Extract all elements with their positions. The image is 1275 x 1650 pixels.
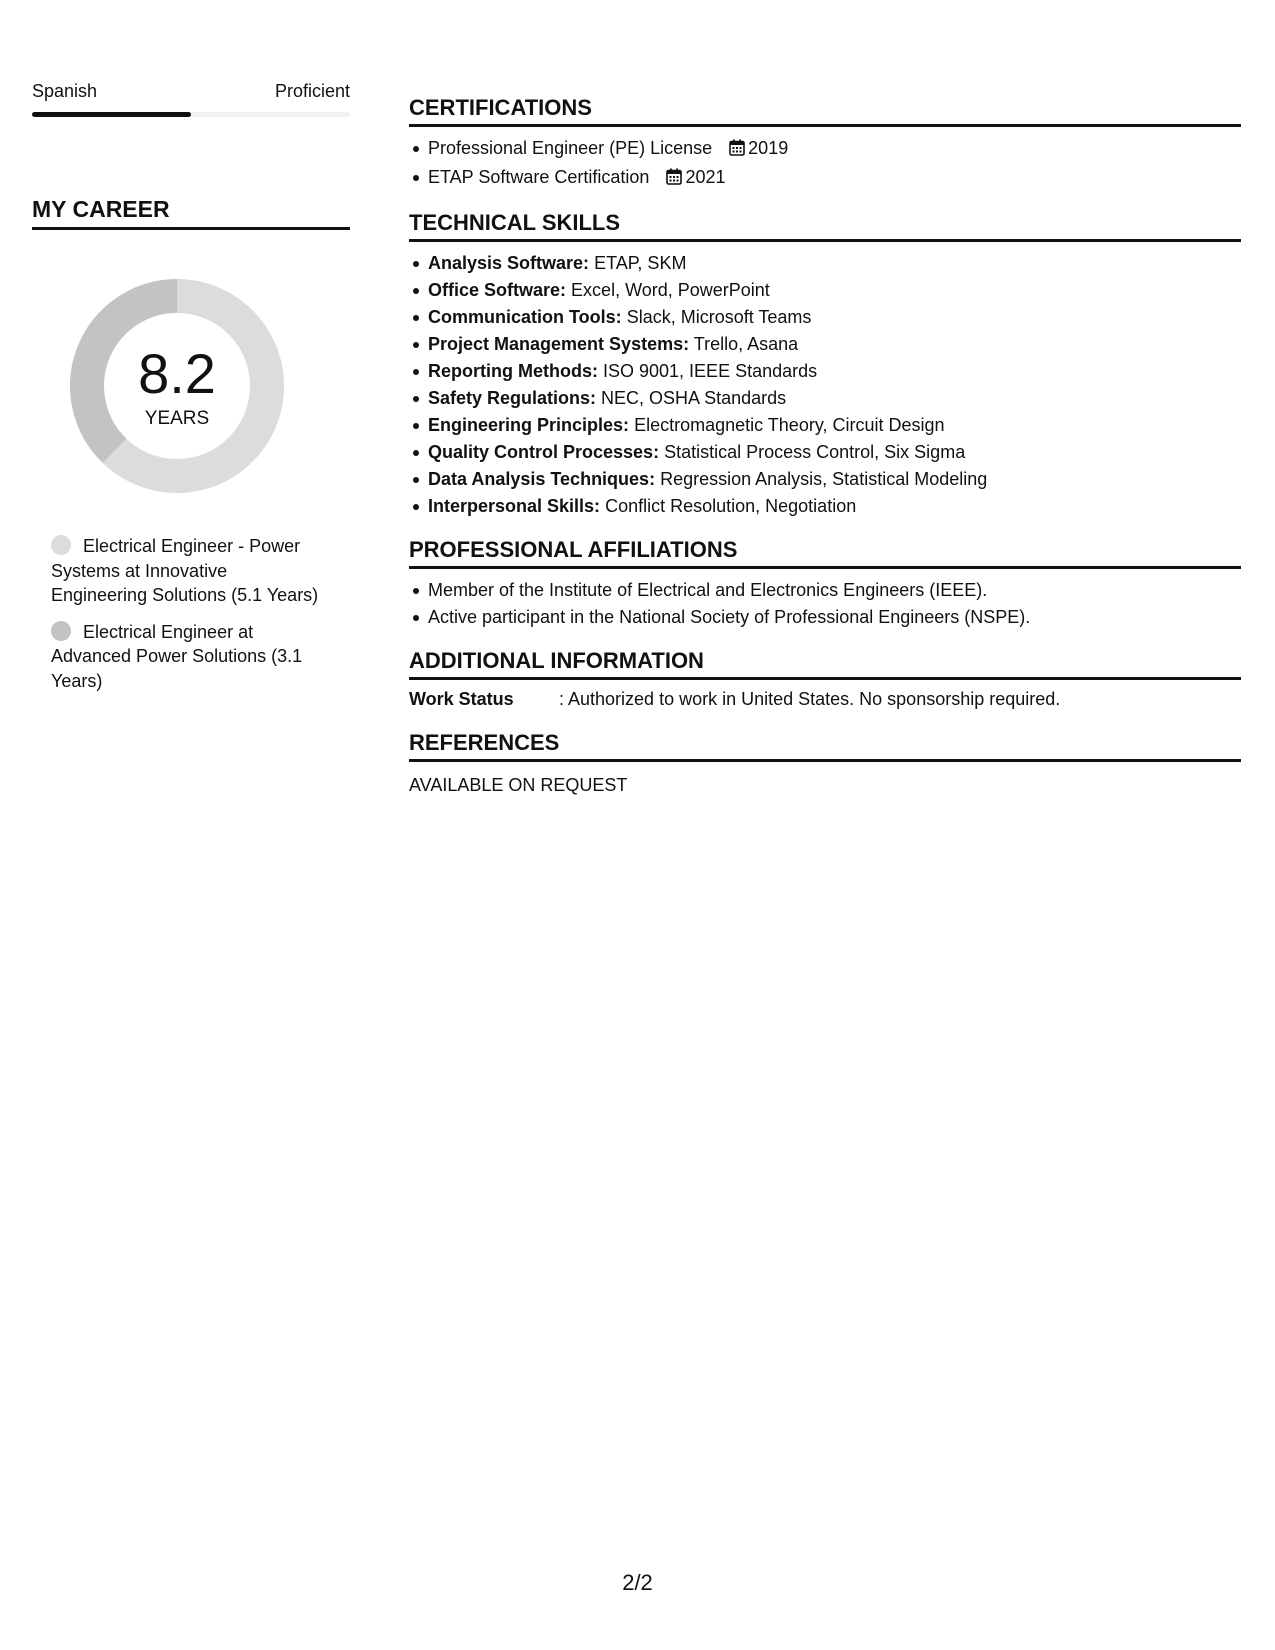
skill-label: Project Management Systems:	[428, 334, 690, 354]
skill-label: Data Analysis Techniques:	[428, 469, 656, 489]
language-level: Proficient	[274, 81, 350, 101]
skill-label: Reporting Methods:	[428, 361, 598, 381]
skill-item	[428, 493, 1241, 520]
work-status-row	[409, 686, 1241, 713]
affiliations-heading: PROFESSIONAL AFFILIATIONS	[409, 536, 1241, 569]
certifications-section	[409, 94, 1241, 193]
skill-label: Safety Regulations:	[428, 388, 597, 408]
career-dot	[51, 621, 71, 641]
career-item	[51, 534, 321, 608]
page-number: 2/2	[622, 1570, 653, 1595]
calendar-icon	[729, 137, 745, 164]
certification-item	[428, 164, 1241, 193]
skill-item	[428, 304, 1241, 331]
skill-value: Conflict Resolution, Negotiation	[605, 496, 857, 516]
affiliations-section	[409, 536, 1241, 631]
references-section	[409, 729, 1241, 799]
skill-item	[428, 412, 1241, 439]
technical-skills-section	[409, 209, 1241, 520]
references-text: AVAILABLE ON REQUEST	[409, 775, 628, 795]
affiliation-item: Member of the Institute of Electrical and Electronics Engineers (IEEE).	[428, 577, 1241, 604]
right-column	[409, 94, 1241, 815]
skill-item	[428, 250, 1241, 277]
work-status-value: : Authorized to work in United States. No sponsorship required.	[559, 689, 1061, 709]
language-name: Spanish	[32, 81, 98, 101]
certifications-list	[409, 135, 1241, 193]
affiliation-item: Active participant in the National Society of Professional Engineers (NSPE).	[428, 604, 1241, 631]
skill-value: Slack, Microsoft Teams	[626, 307, 812, 327]
certification-year: 2019	[748, 138, 789, 158]
skill-item	[428, 466, 1241, 493]
language-proficiency-bar	[32, 112, 350, 117]
language-row	[32, 80, 350, 102]
skill-value: Electromagnetic Theory, Circuit Design	[634, 415, 945, 435]
skill-value: ETAP, SKM	[594, 253, 687, 273]
certifications-heading: CERTIFICATIONS	[409, 94, 1241, 127]
skill-value: Excel, Word, PowerPoint	[571, 280, 770, 300]
additional-info-section	[409, 647, 1241, 713]
career-item-text: Electrical Engineer at Advanced Power Solutions (3.1 Years)	[51, 621, 303, 691]
skill-label: Quality Control Processes:	[428, 442, 660, 462]
left-column	[32, 80, 350, 705]
career-donut-chart	[64, 270, 294, 500]
additional-info-heading: ADDITIONAL INFORMATION	[409, 647, 1241, 680]
technical-skills-list	[409, 250, 1241, 520]
work-status-label: Work Status	[409, 689, 514, 709]
skill-label: Engineering Principles:	[428, 415, 630, 435]
skill-label: Analysis Software:	[428, 253, 590, 273]
technical-skills-heading: TECHNICAL SKILLS	[409, 209, 1241, 242]
skill-item	[428, 277, 1241, 304]
affiliations-list	[409, 577, 1241, 631]
skill-item	[428, 358, 1241, 385]
skill-item	[428, 331, 1241, 358]
skill-label: Communication Tools:	[428, 307, 622, 327]
career-list	[51, 534, 321, 693]
career-item-text: Electrical Engineer - Power Systems at Innovative Engineering Solutions (5.1 Years)	[51, 536, 319, 605]
skill-label: Interpersonal Skills:	[428, 496, 601, 516]
skill-value: Trello, Asana	[693, 334, 799, 354]
skill-value: ISO 9001, IEEE Standards	[603, 361, 818, 381]
career-item	[51, 620, 321, 694]
certification-item	[428, 135, 1241, 164]
skill-item	[428, 439, 1241, 466]
skill-label: Office Software:	[428, 280, 567, 300]
certification-name: Professional Engineer (PE) License	[428, 138, 713, 158]
career-total-years: 8.2	[138, 342, 216, 405]
career-heading: MY CAREER	[32, 195, 350, 230]
certification-year: 2021	[685, 167, 726, 187]
skill-value: NEC, OSHA Standards	[601, 388, 787, 408]
skill-value: Regression Analysis, Statistical Modeling	[660, 469, 988, 489]
language-proficiency-fill	[32, 112, 191, 117]
calendar-icon	[666, 166, 682, 193]
skill-item	[428, 385, 1241, 412]
references-heading: REFERENCES	[409, 729, 1241, 762]
skill-value: Statistical Process Control, Six Sigma	[664, 442, 966, 462]
certification-name: ETAP Software Certification	[428, 167, 650, 187]
career-dot	[51, 535, 71, 555]
career-years-unit: YEARS	[144, 408, 210, 429]
